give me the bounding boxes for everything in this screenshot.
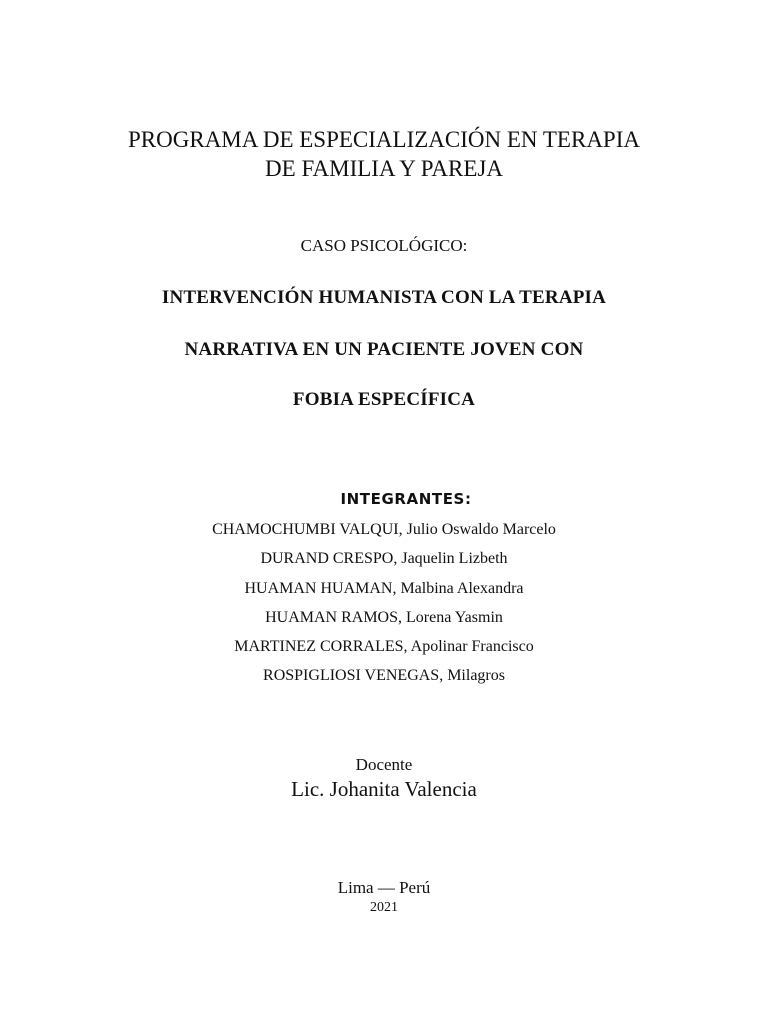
program-title-line-2: DE FAMILIA Y PAREJA bbox=[265, 156, 503, 181]
member-name: ROSPIGLIOSI VENEGAS, Milagros bbox=[263, 667, 505, 684]
member-name: HUAMAN RAMOS, Lorena Yasmin bbox=[265, 609, 503, 626]
place-label: Lima — Perú bbox=[337, 878, 431, 897]
members-heading: INTEGRANTES: bbox=[340, 490, 472, 508]
member-name: CHAMOCHUMBI VALQUI, Julio Oswaldo Marcelo bbox=[212, 521, 556, 538]
case-title-line-1: INTERVENCIÓN HUMANISTA CON LA TERAPIA bbox=[161, 287, 607, 308]
case-title-line-2: NARRATIVA EN UN PACIENTE JOVEN CON bbox=[184, 339, 584, 360]
teacher-label: Docente bbox=[355, 755, 413, 774]
case-title-line-3: FOBIA ESPECÍFICA bbox=[292, 389, 476, 410]
member-name: DURAND CRESPO, Jaquelin Lizbeth bbox=[260, 550, 508, 567]
case-label: CASO PSICOLÓGICO: bbox=[300, 236, 468, 255]
teacher-name: Lic. Johanita Valencia bbox=[291, 777, 477, 801]
program-title-line-1: PROGRAMA DE ESPECIALIZACIÓN EN TERAPIA bbox=[128, 127, 640, 152]
member-name: MARTINEZ CORRALES, Apolinar Francisco bbox=[234, 638, 534, 655]
member-name: HUAMAN HUAMAN, Malbina Alexandra bbox=[244, 580, 524, 597]
year-label: 2021 bbox=[370, 900, 398, 915]
